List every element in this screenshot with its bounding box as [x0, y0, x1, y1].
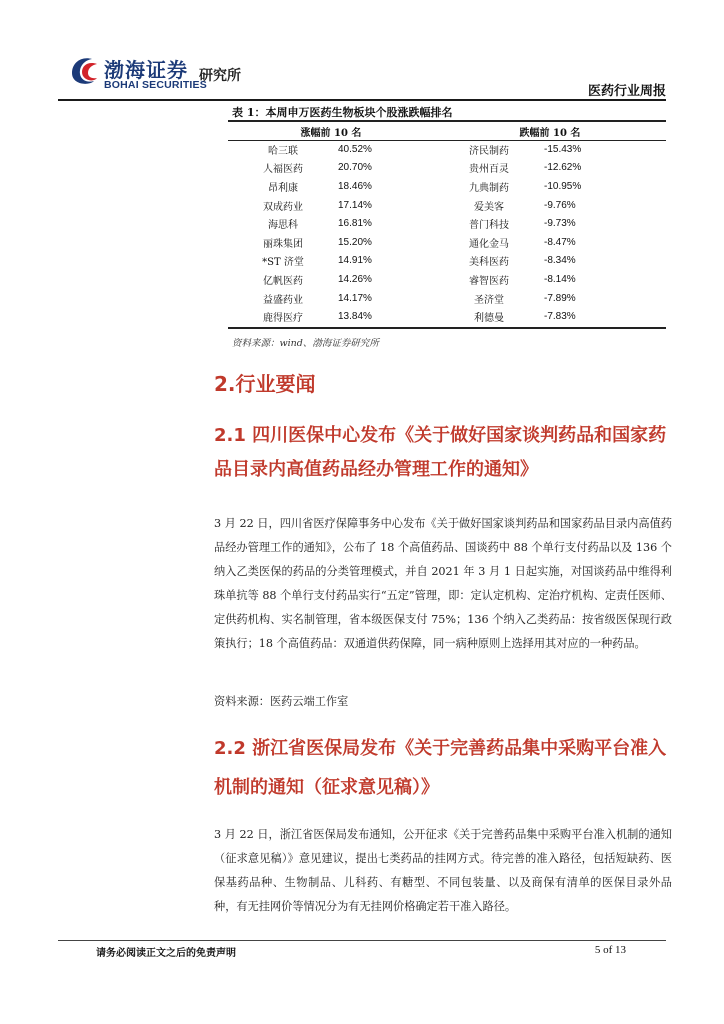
up-stock-change: 16.81% — [338, 218, 372, 230]
col-up-header: 涨幅前 10 名 — [300, 127, 362, 139]
footer-divider — [58, 940, 666, 941]
up-stock-name: 丽珠集团 — [263, 238, 303, 250]
table-bottom-rule — [228, 327, 666, 329]
down-stock-change: -7.89% — [544, 292, 576, 304]
up-stock-change: 20.70% — [338, 162, 372, 174]
down-stock-change: -9.76% — [544, 199, 576, 211]
down-stock-change: -15.43% — [544, 143, 582, 155]
down-stock-name: 睿智医药 — [469, 275, 509, 287]
logo-subtitle: 研究所 — [199, 68, 241, 84]
news1-heading-line1: 2.1 四川医保中心发布《关于做好国家谈判药品和国家药 — [214, 425, 667, 446]
table-row — [228, 177, 666, 196]
down-stock-change: -8.34% — [544, 255, 576, 267]
up-stock-change: 17.14% — [338, 199, 372, 211]
down-stock-name: 圣济堂 — [474, 294, 504, 306]
down-stock-change: -10.95% — [544, 180, 582, 192]
table-row — [228, 252, 666, 271]
table-header-row — [228, 122, 666, 140]
up-stock-name: *ST 济堂 — [262, 257, 304, 269]
up-stock-name: 哈三联 — [268, 145, 298, 157]
footer-disclaimer: 请务必阅读正文之后的免责声明 — [96, 948, 236, 959]
news2-heading-line2: 机制的通知（征求意见稿）》 — [214, 777, 439, 798]
up-stock-name: 双成药业 — [263, 201, 303, 213]
table-row — [228, 270, 666, 289]
news2-body-text: 3 月 22 日，浙江省医保局发布通知，公开征求《关于完善药品集中采购平台准入机制的通知（征求意见稿）》意见建议，提出七类药品的挂网方式。待完善的准入路径，包括短缺药、医保基药品种、生物制品、儿科药、有糖型、不同包装量、以及商保有清单的医保目录外品种，有无挂网价等情况分为有无挂网价格确定若干准入路径。 — [214, 828, 672, 913]
report-type: 医药行业周报 — [587, 84, 666, 99]
down-stock-name: 济民制药 — [469, 145, 509, 157]
news1-body — [214, 512, 672, 656]
up-stock-change: 14.26% — [338, 273, 372, 285]
table-row — [228, 214, 666, 233]
down-stock-name: 九典制药 — [469, 182, 509, 194]
page-number: 5 of 13 — [594, 944, 626, 956]
news1-body-text: 3 月 22 日，四川省医疗保障事务中心发布《关于做好国家谈判药品和国家药品目录内高值药品经办管理工作的通知》，公布了 18 个高值药品、国谈药中 88 个单行支付药品以及 136 个纳入乙类医保的药品的分类管理模式，并自 2021 年 3 月 1 日起实施，对国谈药品中维得利珠单抗等 88 个单行支付药品实行“五定”管理，即：定认定机构、定治疗机构、定责任医师、定供药机构、实名制管理，省本级医保支付 75%；136 个纳入乙类药品：按省级医保现行政策执行；18 个高值药品：双通道供药保障，同一病种原则上选择用其对应的一种药品。 — [214, 517, 672, 650]
logo-chinese-name: 渤海证券 — [104, 58, 188, 82]
table-row — [228, 289, 666, 308]
down-stock-change: -8.47% — [544, 236, 576, 248]
down-stock-name: 普门科技 — [469, 220, 509, 232]
up-stock-name: 鹿得医疗 — [263, 313, 303, 325]
table-row — [228, 140, 666, 159]
up-stock-change: 18.46% — [338, 180, 372, 192]
up-stock-name: 亿帆医药 — [263, 275, 303, 287]
news2-heading-line1: 2.2 浙江省医保局发布《关于完善药品集中采购平台准入 — [214, 738, 667, 759]
down-stock-name: 爱美客 — [474, 201, 504, 213]
table-source: 资料来源：wind、渤海证券研究所 — [232, 338, 379, 349]
table-row — [228, 233, 666, 252]
bohai-logo-icon — [68, 53, 102, 87]
down-stock-name: 美科医药 — [469, 257, 509, 269]
down-stock-name: 贵州百灵 — [469, 164, 509, 176]
news1-source: 资料来源：医药云端工作室 — [214, 695, 349, 708]
up-stock-change: 13.84% — [338, 311, 372, 323]
table-row — [228, 307, 666, 326]
up-stock-change: 14.91% — [338, 255, 372, 267]
table-row — [228, 159, 666, 178]
down-stock-name: 通化金马 — [469, 238, 509, 250]
stock-ranking-table — [228, 122, 666, 326]
section-heading: 2.行业要闻 — [214, 372, 316, 396]
up-stock-name: 人福医药 — [263, 164, 303, 176]
up-stock-change: 15.20% — [338, 236, 372, 248]
down-stock-change: -7.83% — [544, 311, 576, 323]
news1-heading-line2: 品目录内高值药品经办管理工作的通知》 — [214, 459, 538, 480]
table-body — [228, 140, 666, 326]
header-divider — [58, 99, 666, 101]
up-stock-name: 海思科 — [268, 220, 298, 232]
down-stock-change: -12.62% — [544, 162, 582, 174]
down-stock-name: 利德曼 — [474, 313, 504, 325]
table-title: 表 1：本周申万医药生物板块个股涨跌幅排名 — [232, 106, 453, 119]
up-stock-change: 40.52% — [338, 143, 372, 155]
up-stock-change: 14.17% — [338, 292, 372, 304]
table-row — [228, 196, 666, 215]
down-stock-change: -8.14% — [544, 273, 576, 285]
col-down-header: 跌幅前 10 名 — [519, 127, 581, 139]
up-stock-name: 益盛药业 — [263, 294, 303, 306]
logo-english-name: BOHAI SECURITIES — [104, 79, 207, 91]
news2-body — [214, 823, 672, 919]
up-stock-name: 昂利康 — [268, 182, 298, 194]
down-stock-change: -9.73% — [544, 218, 576, 230]
